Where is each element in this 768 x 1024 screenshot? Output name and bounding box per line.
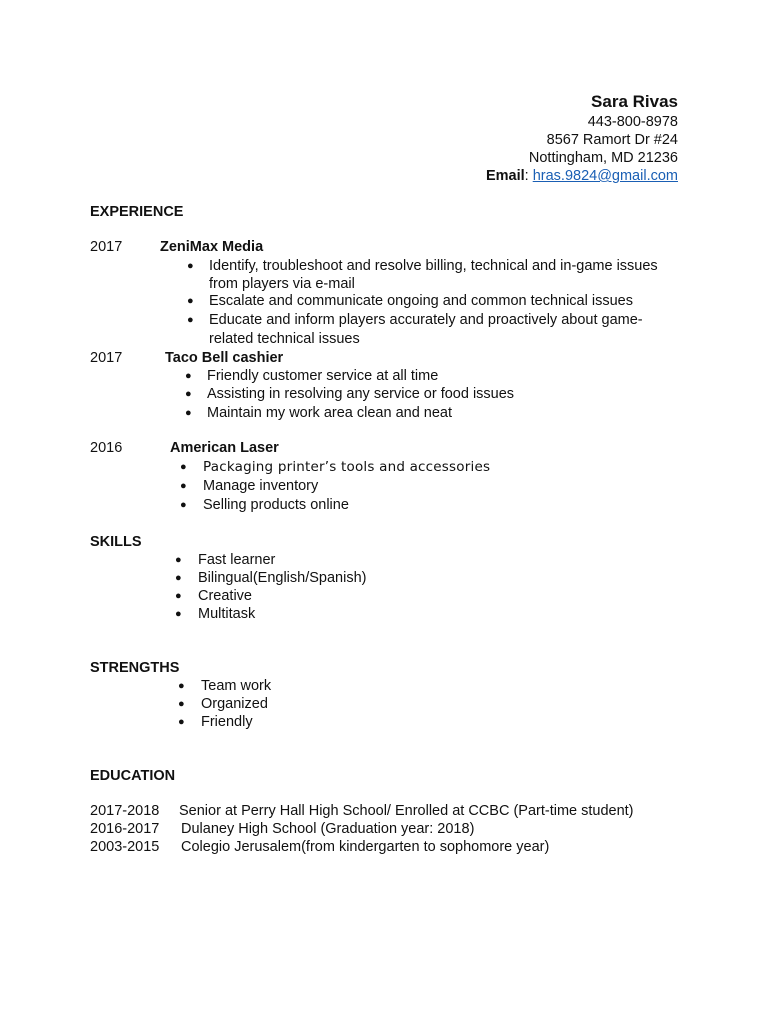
job-bullet: Friendly customer service at all time	[207, 368, 439, 384]
bullet-icon: ●	[187, 314, 194, 326]
bullet-icon: ●	[180, 461, 187, 473]
job-bullet-continuation: from players via e-mail	[209, 276, 355, 292]
skill-item: Multitask	[198, 606, 256, 622]
job-bullet: Educate and inform players accurately and proactively about game-	[209, 312, 643, 328]
bullet-icon: ●	[187, 260, 194, 272]
strength-item: Organized	[201, 696, 268, 712]
bullet-icon: ●	[175, 590, 182, 602]
bullet-icon: ●	[178, 716, 185, 728]
job-year: 2016	[90, 440, 123, 456]
education-years: 2016-2017	[90, 821, 160, 837]
address-line-1: 8567 Ramort Dr #24	[546, 132, 678, 148]
job-bullet: Identify, troubleshoot and resolve billing, technical and in-game issues	[209, 258, 658, 274]
job-bullet: Selling products online	[203, 497, 349, 513]
education-heading: EDUCATION	[90, 768, 176, 784]
bullet-icon: ●	[185, 370, 192, 382]
bullet-icon: ●	[178, 698, 185, 710]
bullet-icon: ●	[180, 480, 187, 492]
email-link[interactable]: hras.9824@gmail.com	[532, 168, 678, 184]
job-year: 2017	[90, 239, 123, 255]
skill-item: Bilingual(English/Spanish)	[198, 570, 367, 586]
bullet-icon: ●	[175, 608, 182, 620]
education-years: 2003-2015	[90, 839, 160, 855]
skills-heading: SKILLS	[90, 534, 142, 550]
strength-item: Friendly	[201, 714, 253, 730]
job-bullet-continuation: related technical issues	[209, 331, 360, 347]
bullet-icon: ●	[185, 407, 192, 419]
education-text: Senior at Perry Hall High School/ Enrolled at CCBC (Part-time student)	[179, 803, 634, 819]
education-text: Colegio Jerusalem(from kindergarten to sophomore year)	[181, 839, 550, 855]
address-line-2: Nottingham, MD 21236	[528, 150, 678, 166]
skill-item: Creative	[198, 588, 252, 604]
experience-heading: EXPERIENCE	[90, 204, 184, 220]
job-title: ZeniMax Media	[160, 239, 264, 255]
job-title: American Laser	[170, 440, 279, 456]
bullet-icon: ●	[185, 388, 192, 400]
education-text: Dulaney High School (Graduation year: 2018)	[181, 821, 475, 837]
bullet-icon: ●	[175, 572, 182, 584]
phone-number: 443-800-8978	[587, 114, 678, 130]
job-bullet: Maintain my work area clean and neat	[207, 405, 453, 421]
bullet-icon: ●	[178, 680, 185, 692]
job-year: 2017	[90, 350, 123, 366]
email-label: Email	[485, 168, 525, 184]
job-bullet: Assisting in resolving any service or food issues	[207, 386, 515, 402]
job-bullet: Escalate and communicate ongoing and common technical issues	[209, 293, 633, 309]
job-title: Taco Bell cashier	[165, 350, 284, 366]
education-years: 2017-2018	[90, 803, 160, 819]
skill-item: Fast learner	[198, 552, 276, 568]
strengths-heading: STRENGTHS	[90, 660, 180, 676]
bullet-icon: ●	[187, 295, 194, 307]
bullet-icon: ●	[180, 499, 187, 511]
job-bullet: Packaging printer’s tools and accessories	[203, 459, 491, 475]
bullet-icon: ●	[175, 554, 182, 566]
strength-item: Team work	[201, 678, 272, 694]
resume-name: Sara Rivas	[591, 92, 678, 111]
email-separator: :	[524, 168, 529, 184]
email-line	[486, 167, 678, 185]
job-bullet: Manage inventory	[203, 478, 319, 494]
